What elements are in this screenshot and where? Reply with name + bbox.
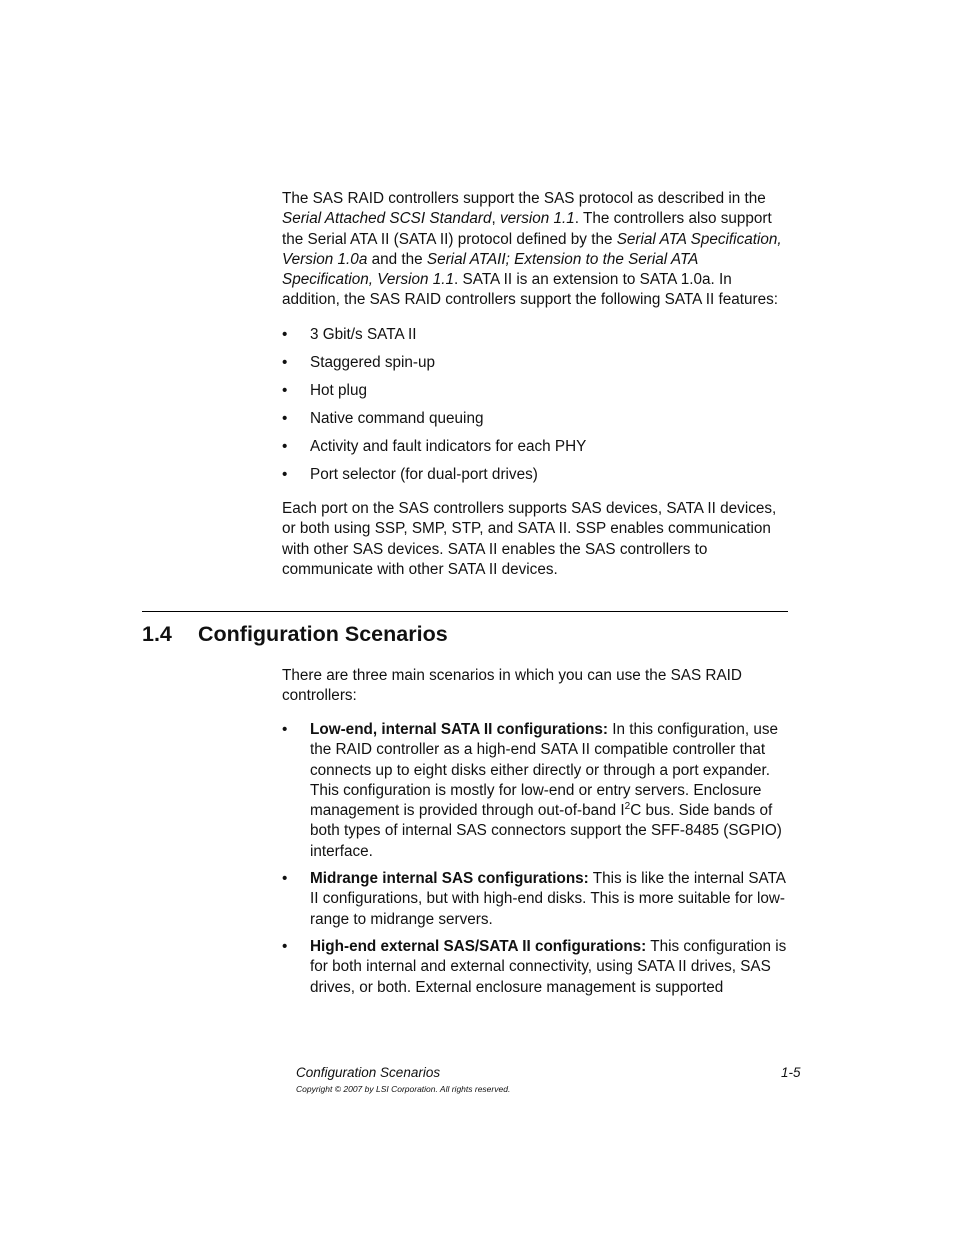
features-list: [282, 325, 788, 493]
list-item: • Port selector (for dual-port drives): [282, 465, 788, 493]
scenario-label: High-end external SAS/SATA II configurations:: [310, 937, 647, 955]
superscript: 2: [624, 801, 631, 813]
list-item: • Low-end, internal SATA II configurations: In this configuration, use the RAID controller as a high-end SATA II compatible controller that connects up to eight disks either directly or through a port expander. This configuration is mostly for low-end or entry servers. Enclosure management is provided through out-of-band $I^2C$ bus. Side bands of both types of internal SAS connectors support the SFF-8485 (SGPIO) interface.: [282, 721, 782, 860]
list-item: • Staggered spin-up: [282, 353, 788, 381]
sas-standard-version: version 1.1: [499, 210, 575, 228]
sata-extension-title: Serial ATAII; Extension to the Serial ATA Specification, Version 1.1: [282, 250, 698, 289]
scenario-label: Midrange internal SAS configurations:: [310, 870, 589, 888]
bullet-icon: •: [282, 382, 288, 399]
section-divider: [142, 611, 788, 612]
list-item: • 3 Gbit/s SATA II: [282, 325, 788, 353]
list-item: • Activity and fault indicators for each PHY: [282, 437, 788, 465]
section-number: 1.4: [142, 622, 172, 646]
intro-paragraph: The SAS RAID controllers support the SAS protocol as described in the Serial Attached SCSI Standard, version 1.1. The controllers also support the Serial ATA II (SATA II) protocol defined by the Serial ATA Specification, Version 1.0a and the Serial ATAII; Extension to the Serial ATA Specification, Version 1.1. SATA II is an extension to SATA 1.0a. In addition, the SAS RAID controllers support the following SATA II features:: [282, 190, 782, 309]
scenarios-list: [282, 720, 788, 1005]
section-heading: [142, 622, 448, 647]
section-title: Configuration Scenarios: [198, 622, 448, 646]
list-item: • Hot plug: [282, 381, 788, 409]
scenario-label: Low-end, internal SATA II configurations:: [310, 721, 608, 738]
bullet-icon: •: [282, 937, 288, 955]
bullet-icon: •: [282, 721, 288, 738]
bullet-icon: •: [282, 410, 288, 427]
bullet-icon: •: [282, 466, 288, 483]
bullet-icon: •: [282, 870, 288, 888]
list-item: • Native command queuing: [282, 409, 788, 437]
bullet-icon: •: [282, 354, 288, 371]
port-support-paragraph: Each port on the SAS controllers supports SAS devices, SATA II devices, or both using SSP, SMP, STP, and SATA II. SSP enables communication with other SAS devices. SATA II enables the SAS controllers to communicate with other SATA II devices.: [282, 500, 777, 578]
footer-title: Configuration Scenarios: [296, 1065, 441, 1080]
list-item: • High-end external SAS/SATA II configurations: This configuration is for both internal and external connectivity, using SATA II drives, SAS drives, or both. External enclosure management is supported: [282, 937, 787, 996]
bullet-icon: •: [282, 438, 288, 455]
copyright-notice: Copyright © 2007 by LSI Corporation. All rights reserved.: [296, 1084, 511, 1094]
scenarios-intro-paragraph: There are three main scenarios in which you can use the SAS RAID controllers:: [282, 667, 742, 705]
sas-standard-title: Serial Attached SCSI Standard: [282, 210, 492, 228]
page-number: 1-5: [781, 1065, 801, 1080]
list-item: • Midrange internal SAS configurations: This is like the internal SATA II configurations, but with high-end disks. This is more suitable for low-range to midrange servers.: [282, 870, 786, 928]
bullet-icon: •: [282, 326, 288, 343]
sata-spec-title: Serial ATA Specification, Version 1.0a: [282, 230, 782, 268]
